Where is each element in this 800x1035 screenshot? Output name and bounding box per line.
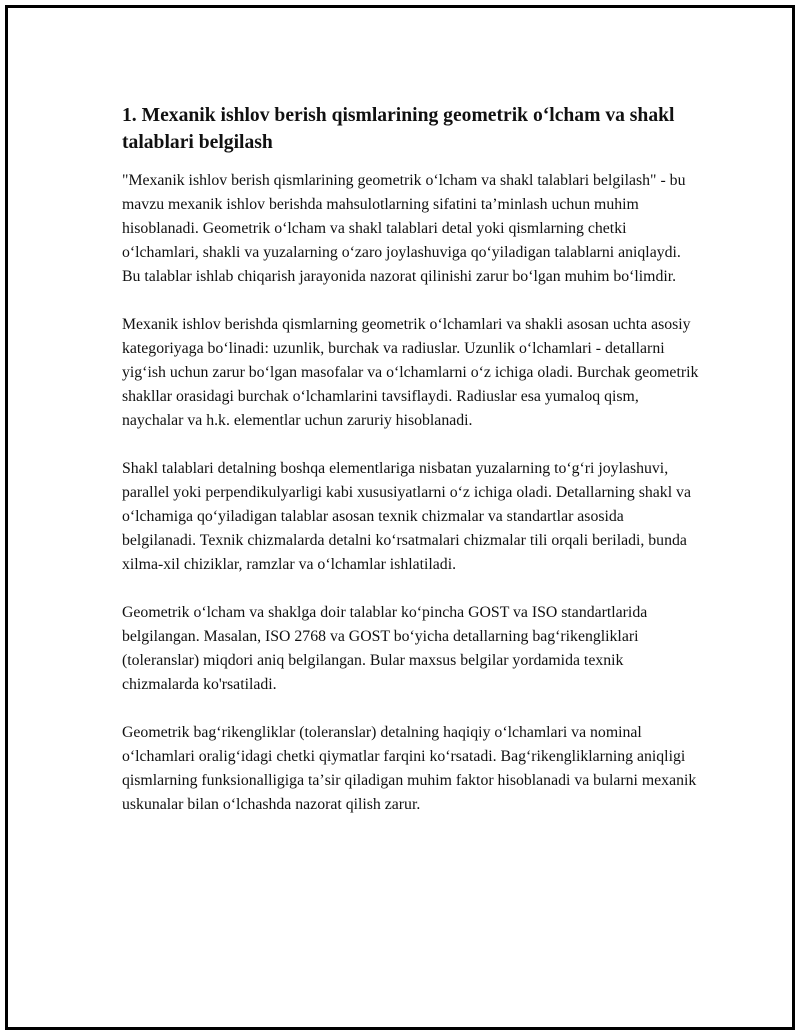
paragraph-tolerances: Geometrik bagʻrikengliklar (toleranslar) detalning haqiqiy oʻlchamlari va nominal oʻlchamlari oraligʻidagi chetki qiymatlar farqini koʻrsatadi. Bagʻrikengliklarning aniqligi qismlarning funksionalligiga taʼsir qiladigan muhim faktor hisoblanadi va bularni mexanik uskunalar bilan oʻlchashda nazorat qilish zarur. [122, 724, 697, 813]
paragraph-intro: "Mexanik ishlov berish qismlarining geometrik oʻlcham va shakl talablari belgilash" - bu mavzu mexanik ishlov berishda mahsulotlarning sifatini taʼminlash uchun muhim hisoblanadi. Geometrik oʻlcham va shakl talablari detal yoki qismlarning chetki oʻlchamlari, shakli va yuzalarning oʻzaro joylashuviga qoʻyiladigan talablarni aniqlaydi. Bu talablar ishlab chiqarish jarayonida nazorat qilinishi zarur boʻlgan muhim boʻlimdir. [122, 172, 686, 285]
document-content [122, 102, 700, 841]
paragraph-shape-requirements: Shakl talablari detalning boshqa elementlariga nisbatan yuzalarning toʻgʻri joylashuvi, parallel yoki perpendikulyarligi kabi xususiyatlarni oʻz ichiga oladi. Detallarning shakl va oʻlchamiga qoʻyiladigan talablar asosan texnik chizmalar va standartlar asosida belgilanadi. Texnik chizmalarda detalni koʻrsatmalari chizmalar tili orqali beriladi, bunda xilma-xil chiziklar, ramzlar va oʻlchamlar ishlatiladi. [122, 460, 691, 573]
page-frame [5, 5, 795, 1030]
paragraph-dimension-categories: Mexanik ishlov berishda qismlarning geometrik oʻlchamlari va shakli asosan uchta asosiy kategoriyaga boʻlinadi: uzunlik, burchak va radiuslar. Uzunlik oʻlchamlari - detallarni yigʻish uchun zarur boʻlgan masofalar va oʻlchamlarni oʻz ichiga oladi. Burchak geometrik shakllar orasidagi burchak oʻlchamlarini tavsiflaydi. Radiuslar esa yumaloq qism, naychalar va h.k. elementlar uchun zaruriy hisoblanadi. [122, 316, 699, 429]
paragraph-standards: Geometrik oʻlcham va shaklga doir talablar koʻpincha GOST va ISO standartlarida belgilangan. Masalan, ISO 2768 va GOST boʻyicha detallarning bagʻrikengliklari (toleranslar) miqdori aniq belgilangan. Bular maxsus belgilar yordamida texnik chizmalarda ko'rsatiladi. [122, 604, 648, 693]
document-title: 1. Mexanik ishlov berish qismlarining geometrik oʻlcham va shakl talablari belgilash [122, 105, 675, 153]
